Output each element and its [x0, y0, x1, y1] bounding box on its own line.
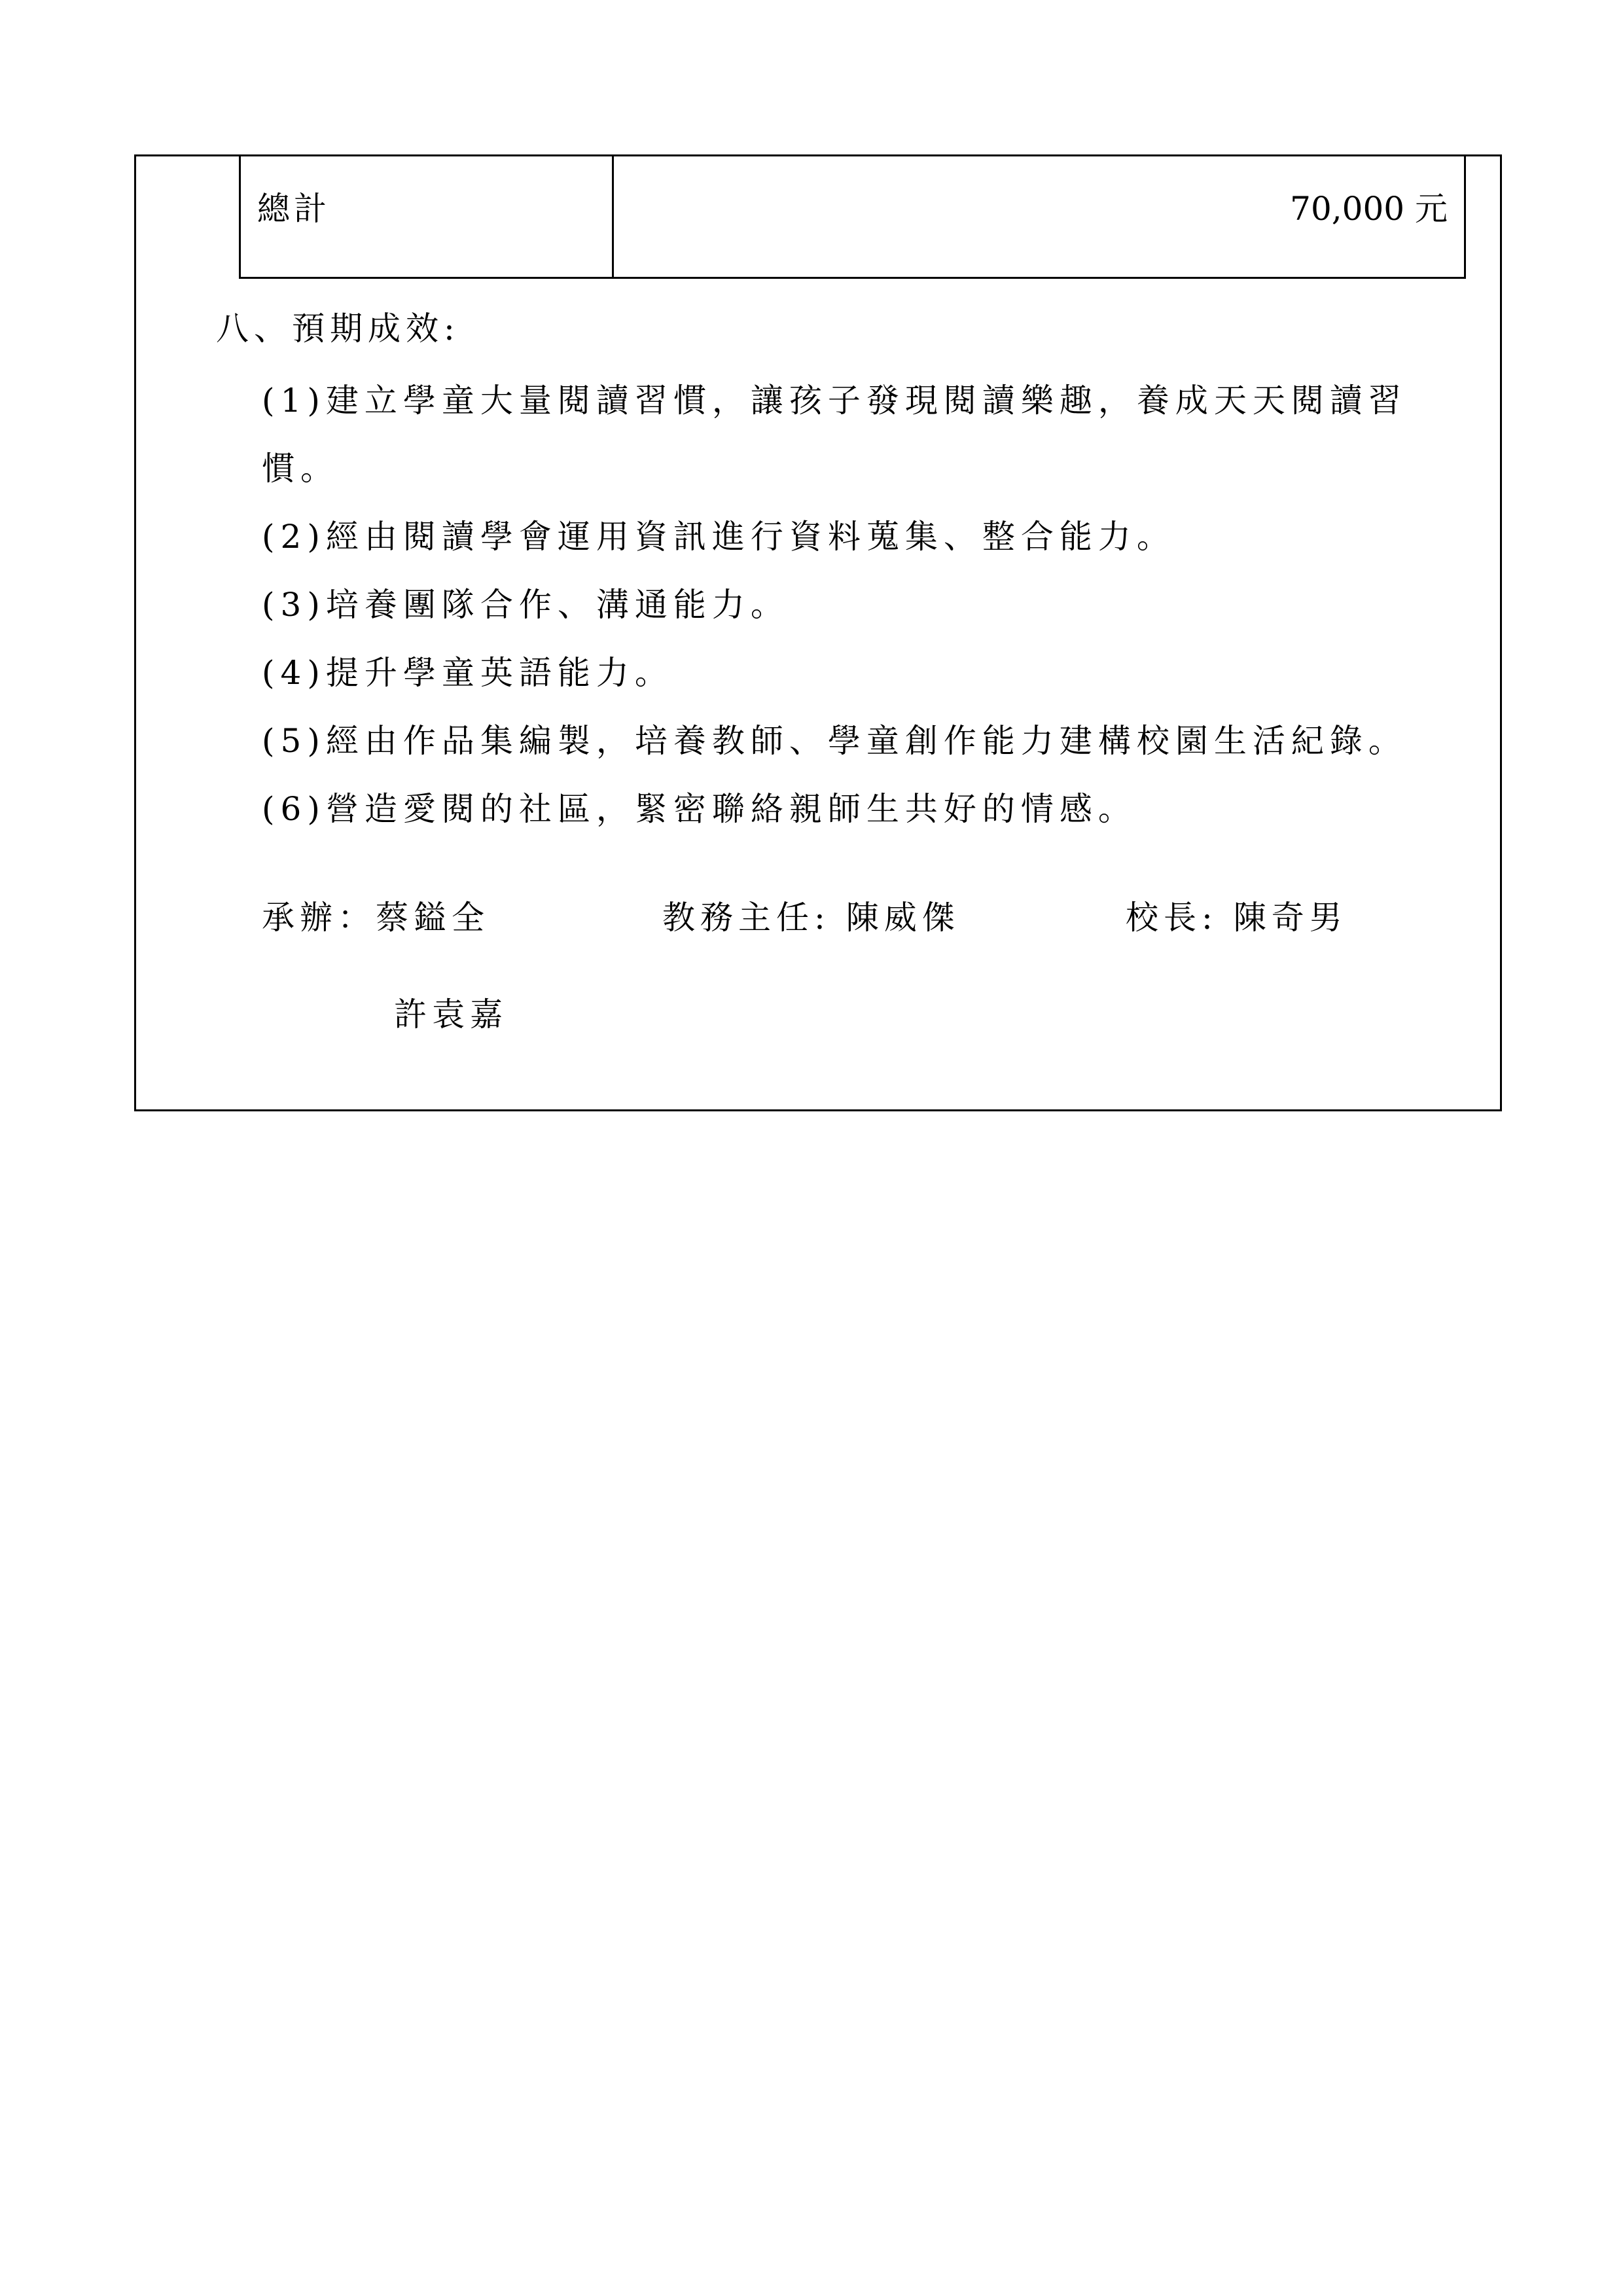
- outcome-item-2: (2)經由閱讀學會運用資訊進行資料蒐集、整合能力。: [262, 518, 1175, 556]
- outcome-item-6: (6)營造愛閱的社區，緊密聯絡親師生共好的情感。: [262, 790, 1137, 828]
- outcome-item-5: (5)經由作品集編製，培養教師、學童創作能力建構校園生活紀錄。: [262, 722, 1407, 760]
- signature-row: [262, 891, 1440, 937]
- expected-outcomes-list: [262, 367, 1479, 843]
- signature-academic-director: 教務主任: 陳威傑: [662, 899, 960, 937]
- signature-principal: 校長: 陳奇男: [1126, 899, 1347, 937]
- section-heading-expected-outcomes: 八、預期成效:: [216, 310, 460, 348]
- budget-total-table: [239, 154, 1466, 279]
- signature-organizer-second: 許袁嘉: [394, 996, 508, 1033]
- total-value: 70,000 元: [1290, 190, 1448, 228]
- outcome-item-4: (4)提升學童英語能力。: [262, 654, 673, 692]
- total-label: 總計: [241, 156, 614, 277]
- outcome-item-3: (3)培養團隊合作、溝通能力。: [262, 586, 789, 624]
- outcome-item-1: (1)建立學童大量閱讀習慣，讓孩子發現閱讀樂趣，養成天天閱讀習慣。: [262, 382, 1407, 488]
- signature-organizer: 承辦：蔡鎰全: [262, 899, 490, 937]
